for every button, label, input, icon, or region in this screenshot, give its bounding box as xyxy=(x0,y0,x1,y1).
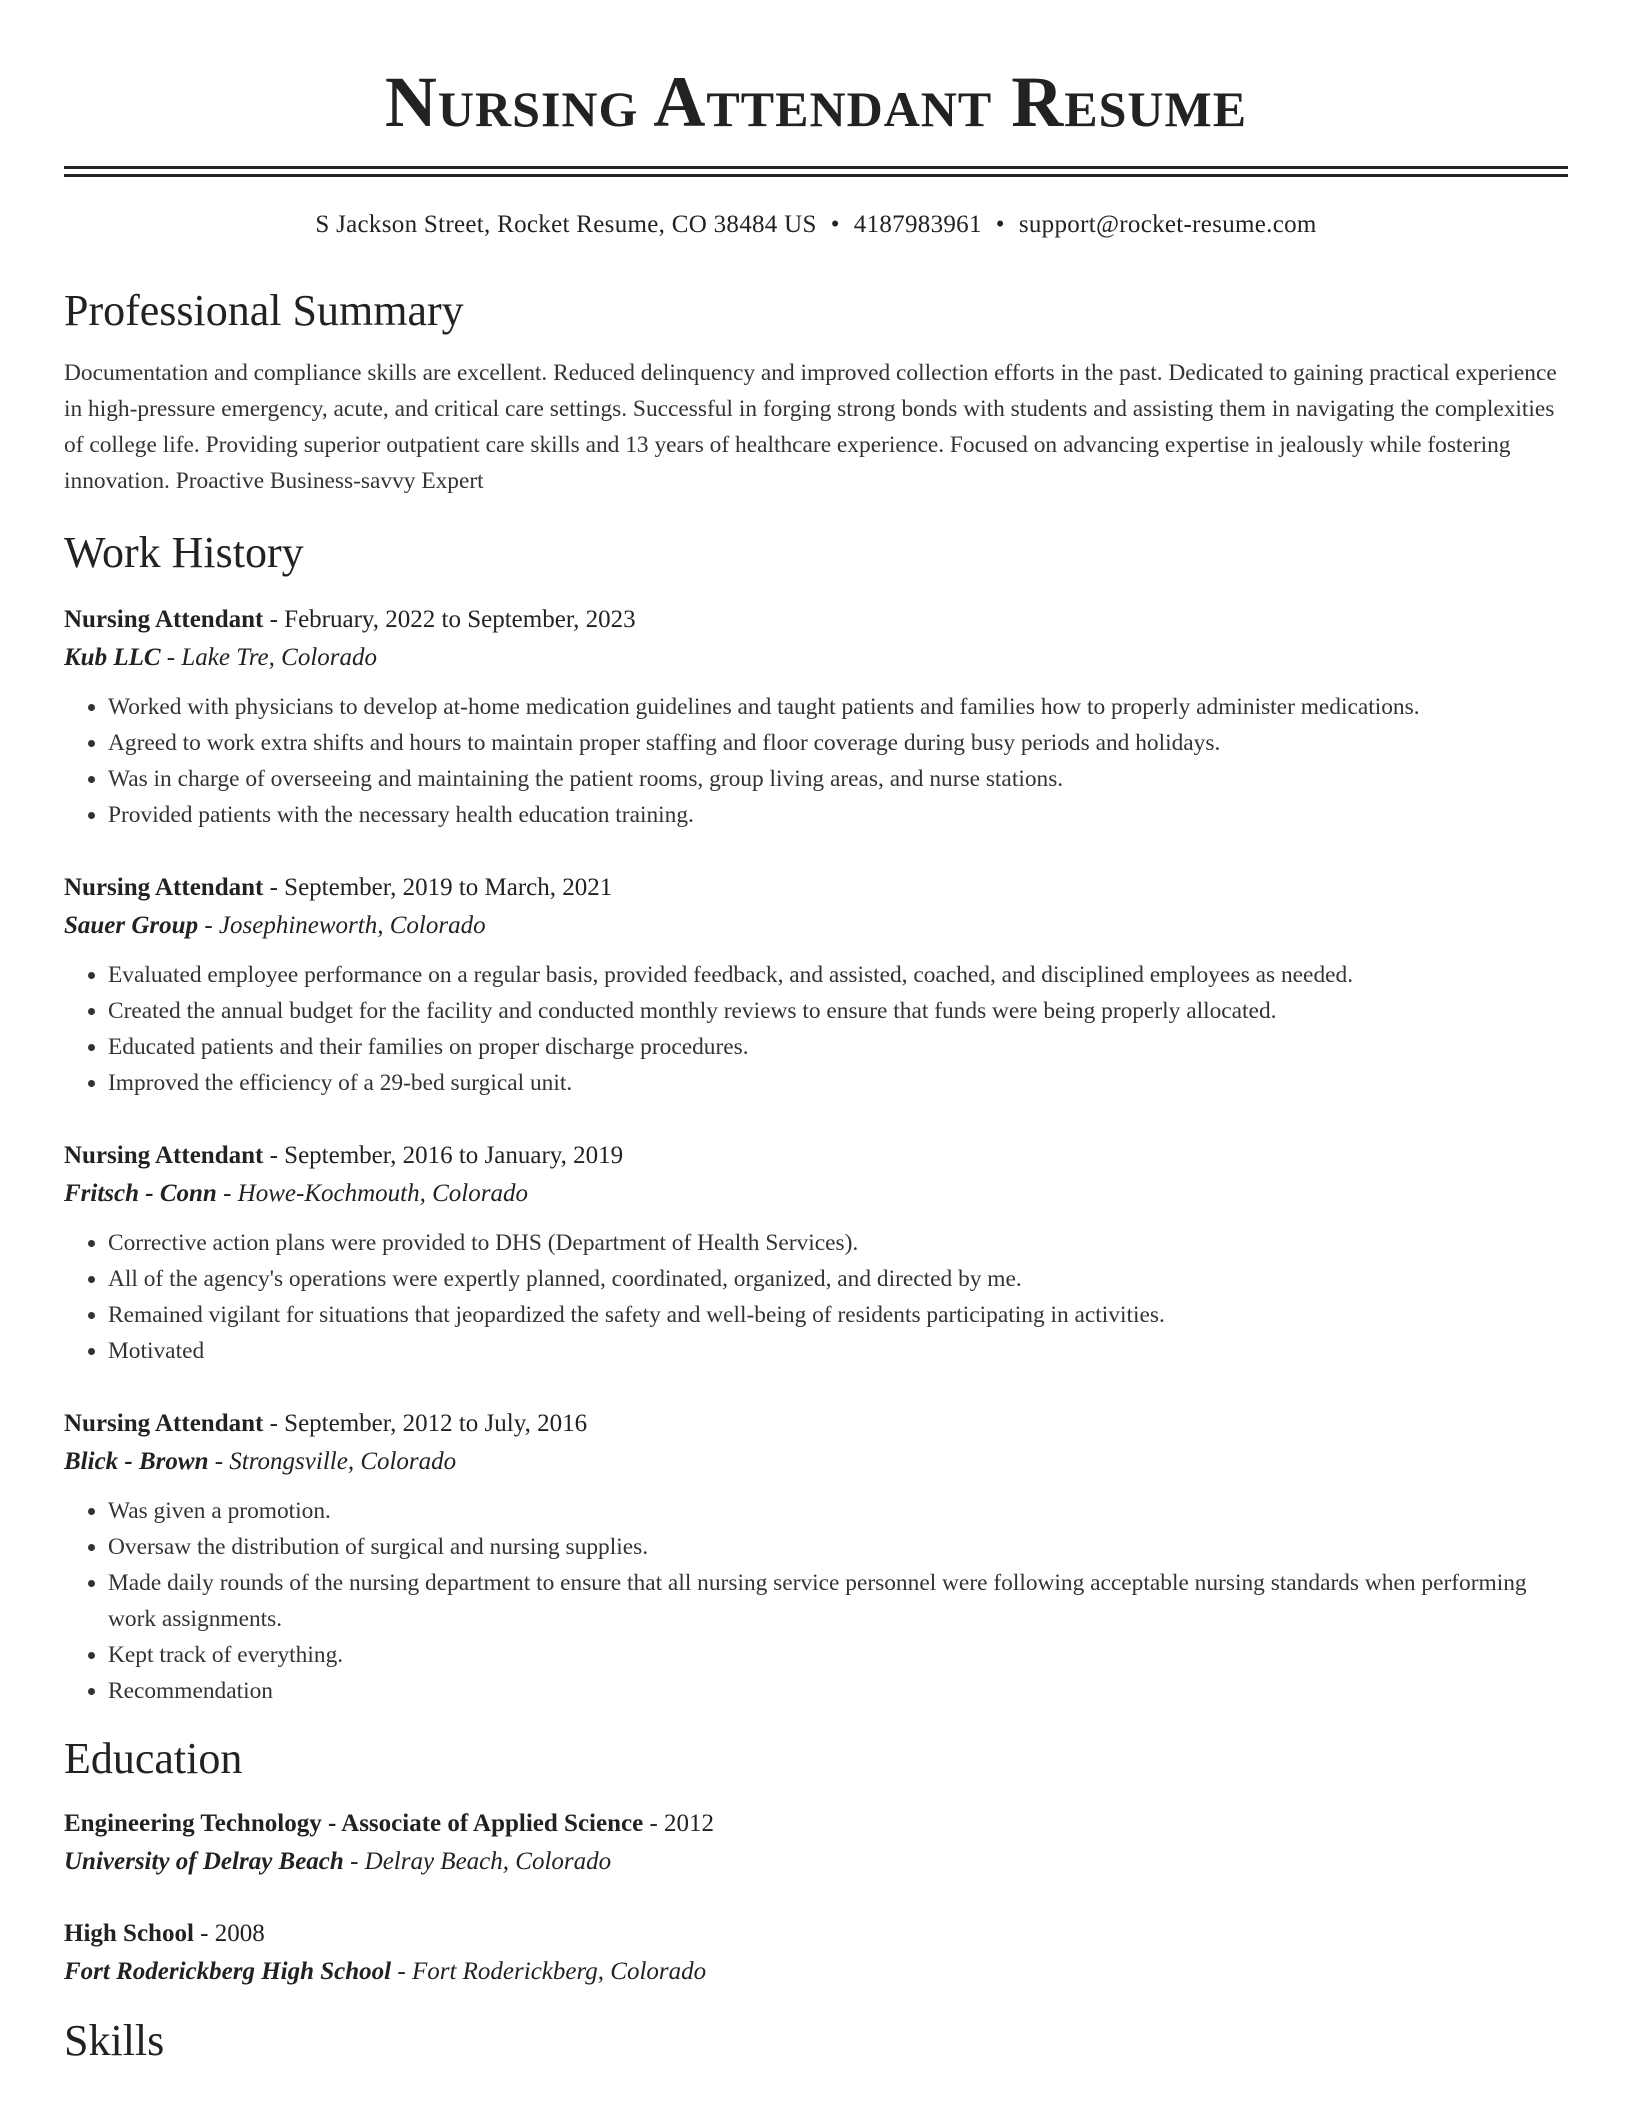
bullet-item: • Kept track of everything. xyxy=(108,1637,1568,1673)
company-location: - Howe-Kochmouth, Colorado xyxy=(216,1180,528,1207)
job-title-line xyxy=(64,601,1568,639)
job-entry xyxy=(64,1137,1568,1369)
contact-phone: 4187983961 xyxy=(853,211,982,238)
company-location: - Lake Tre, Colorado xyxy=(160,644,377,671)
bullet-item: • Corrective action plans were provided to DHS (Department of Health Services). xyxy=(108,1225,1568,1261)
skills-heading: Skills xyxy=(64,2016,165,2065)
degree-name: Engineering Technology - Associate of Applied Science xyxy=(64,1810,644,1837)
bullet-item: • Remained vigilant for situations that jeopardized the safety and well-being of residents participating in activities. xyxy=(108,1297,1568,1333)
education-entry xyxy=(64,1805,1568,1881)
job-title: Nursing Attendant xyxy=(64,874,264,901)
company-name: Blick - Brown xyxy=(64,1448,209,1475)
job-entry xyxy=(64,601,1568,833)
company-line xyxy=(64,1175,1568,1213)
job-title: Nursing Attendant xyxy=(64,606,264,633)
contact-separator: • xyxy=(830,211,840,238)
bullet-item: • Oversaw the distribution of surgical and nursing supplies. xyxy=(108,1529,1568,1565)
bullet-item: • Was given a promotion. xyxy=(108,1493,1568,1529)
bullet-item: • Agreed to work extra shifts and hours to maintain proper staffing and floor coverage during busy periods and holidays. xyxy=(108,725,1568,761)
job-title: Nursing Attendant xyxy=(64,1142,264,1169)
bullet-item: • Worked with physicians to develop at-home medication guidelines and taught patients and families how to properly administer medications. xyxy=(108,689,1568,725)
job-title: Nursing Attendant xyxy=(64,1410,264,1437)
job-title-line xyxy=(64,869,1568,907)
school-name: Fort Roderickberg High School xyxy=(64,1958,392,1985)
bullet-item: • Motivated xyxy=(108,1333,1568,1369)
company-line xyxy=(64,639,1568,677)
contact-separator: • xyxy=(995,211,1005,238)
job-bullets xyxy=(64,1225,1568,1369)
title-divider xyxy=(64,166,1568,177)
school-line xyxy=(64,1843,1568,1881)
degree-line xyxy=(64,1915,1568,1953)
job-dates: - September, 2016 to January, 2019 xyxy=(263,1142,624,1169)
degree-line xyxy=(64,1805,1568,1843)
job-bullets xyxy=(64,1493,1568,1709)
degree-name: High School xyxy=(64,1920,194,1947)
job-dates: - February, 2022 to September, 2023 xyxy=(263,606,636,633)
company-name: Sauer Group xyxy=(64,912,199,939)
page-title: Nursing Attendant Resume xyxy=(384,62,1248,142)
company-location: - Strongsville, Colorado xyxy=(208,1448,457,1475)
bullet-item: • Was in charge of overseeing and maintaining the patient rooms, group living areas, and nurse stations. xyxy=(108,761,1568,797)
contact-line xyxy=(64,209,1568,241)
school-name: University of Delray Beach xyxy=(64,1848,344,1875)
education-entry xyxy=(64,1915,1568,1991)
summary-text: Documentation and compliance skills are excellent. Reduced delinquency and improved collection efforts in the past. Dedicated to gaining practical experience in high-pressure emergency, acute, and critical care settings. Successful in forging strong bonds with students and assisting them in navigating the complexities of college life. Providing superior outpatient care skills and 13 years of healthcare experience. Focused on advancing expertise in jealously while fostering innovation. Proactive Business-savvy Expert xyxy=(64,360,1557,494)
school-location: - Fort Roderickberg, Colorado xyxy=(391,1958,707,1985)
contact-address: S Jackson Street, Rocket Resume, CO 38484 US xyxy=(315,211,817,238)
job-dates: - September, 2019 to March, 2021 xyxy=(263,874,613,901)
work-history-heading: Work History xyxy=(64,528,304,577)
bullet-item: • Provided patients with the necessary health education training. xyxy=(108,797,1568,833)
bullet-item: • Recommendation xyxy=(108,1673,1568,1709)
school-line xyxy=(64,1953,1568,1991)
job-title-line xyxy=(64,1137,1568,1175)
job-dates: - September, 2012 to July, 2016 xyxy=(263,1410,588,1437)
education-heading: Education xyxy=(64,1734,243,1783)
company-name: Kub LLC xyxy=(64,644,161,671)
job-entry xyxy=(64,1405,1568,1709)
job-bullets xyxy=(64,957,1568,1101)
school-location: - Delray Beach, Colorado xyxy=(343,1848,612,1875)
contact-email: support@rocket-resume.com xyxy=(1018,211,1317,238)
bullet-item: • Created the annual budget for the facility and conducted monthly reviews to ensure that funds were being properly allocated. xyxy=(108,993,1568,1029)
job-entry xyxy=(64,869,1568,1101)
bullet-item: • Made daily rounds of the nursing department to ensure that all nursing service personnel were following acceptable nursing standards when performing work assignments. xyxy=(108,1565,1568,1637)
company-name: Fritsch - Conn xyxy=(64,1180,217,1207)
bullet-item: • All of the agency's operations were expertly planned, coordinated, organized, and directed by me. xyxy=(108,1261,1568,1297)
degree-year: - 2008 xyxy=(193,1920,265,1947)
bullet-item: • Improved the efficiency of a 29-bed surgical unit. xyxy=(108,1065,1568,1101)
company-location: - Josephineworth, Colorado xyxy=(198,912,486,939)
job-title-line xyxy=(64,1405,1568,1443)
degree-year: - 2012 xyxy=(643,1810,715,1837)
job-bullets xyxy=(64,689,1568,833)
company-line xyxy=(64,907,1568,945)
bullet-item: • Educated patients and their families on proper discharge procedures. xyxy=(108,1029,1568,1065)
bullet-item: • Evaluated employee performance on a regular basis, provided feedback, and assisted, coached, and disciplined employees as needed. xyxy=(108,957,1568,993)
company-line xyxy=(64,1443,1568,1481)
summary-heading: Professional Summary xyxy=(64,286,464,335)
